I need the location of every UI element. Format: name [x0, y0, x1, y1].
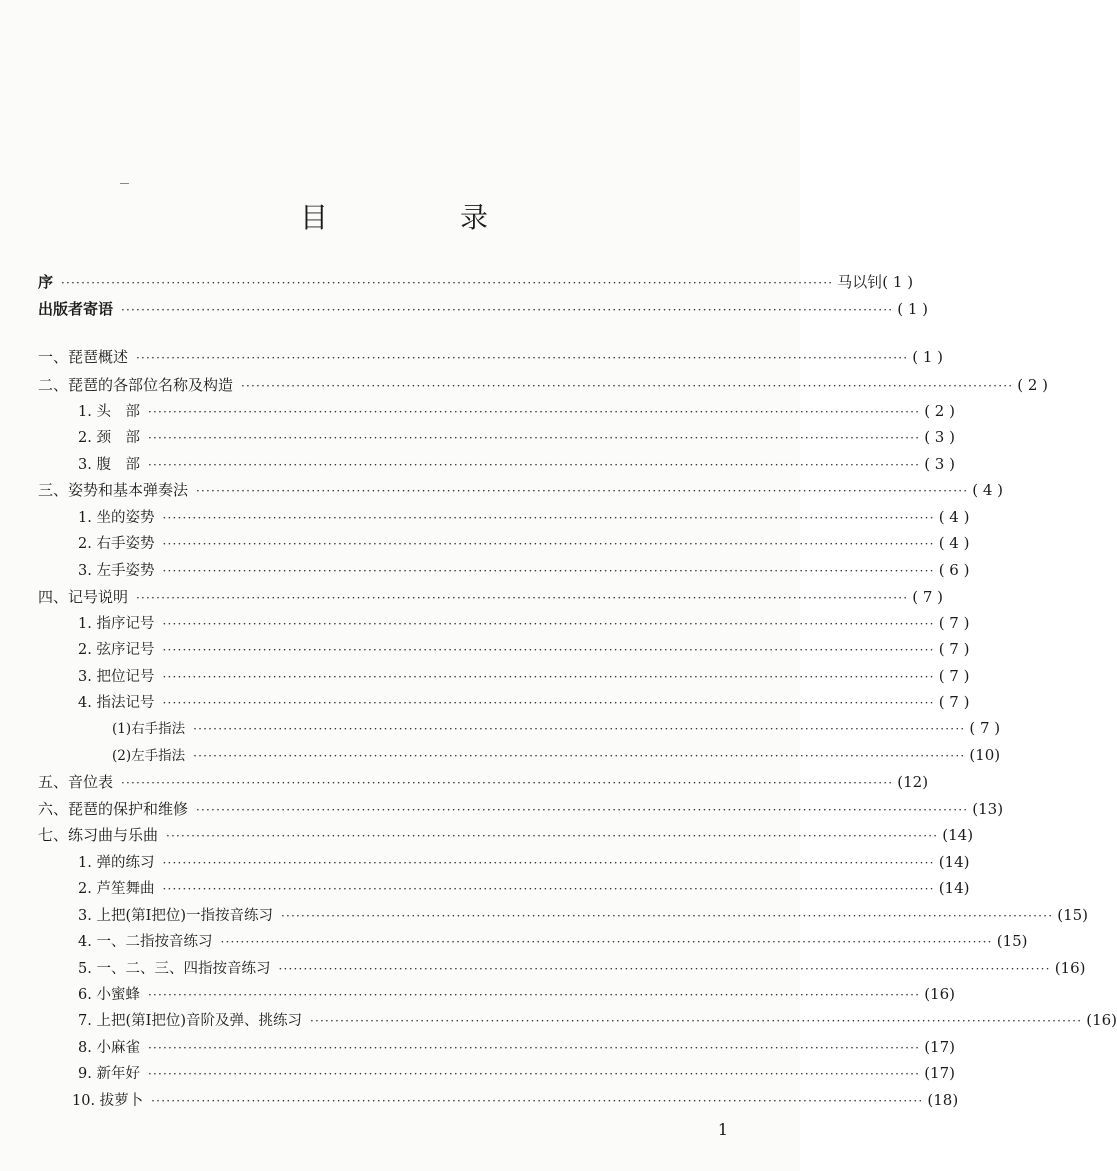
- toc-entry-page: (17): [924, 1038, 955, 1056]
- toc-leader-dots: ··························································································································································: [147, 458, 921, 472]
- page-title: 目 录: [299, 201, 540, 234]
- toc-entry-page: (15): [996, 932, 1028, 950]
- toc-entry-label: 7. 上把(第Ⅰ把位)音阶及弹、挑练习: [78, 1013, 302, 1029]
- toc-entry-page: (14): [942, 826, 974, 844]
- toc-entry-4-4-1[interactable]: [112, 717, 1001, 739]
- toc-entry-label: 六、琵琶的保护和维修: [38, 800, 189, 818]
- toc-entry-page: ( 7 ): [912, 588, 944, 606]
- toc-leader-dots: ··························································································································································: [162, 670, 935, 684]
- toc-entry-chapter-7[interactable]: [38, 824, 974, 846]
- toc-leader-dots: ··························································································································································: [61, 276, 834, 290]
- toc-entry-page: ( 7 ): [938, 693, 970, 711]
- toc-leader-dots: ··························································································································································: [147, 1067, 921, 1081]
- toc-entry-label: 5. 一、二、三、四指按音练习: [78, 961, 271, 977]
- toc-entry-label: 3. 左手姿势: [78, 563, 155, 579]
- toc-entry-page: (14): [938, 853, 970, 871]
- toc-leader-dots: ··························································································································································: [241, 379, 1014, 393]
- toc-entry-label: 2. 颈 部: [78, 430, 140, 446]
- toc-entry-label: 1. 头 部: [78, 404, 140, 420]
- toc-entry-label: 3. 把位记号: [78, 669, 155, 685]
- toc-entry-page: ( 1 ): [912, 348, 944, 366]
- toc-leader-dots: ··························································································································································: [278, 962, 1051, 976]
- toc-entry-chapter-5[interactable]: [38, 771, 929, 793]
- toc-entry-page: (12): [897, 773, 929, 791]
- toc-leader-dots: ··························································································································································: [147, 405, 921, 419]
- toc-entry-2-3[interactable]: [78, 453, 955, 475]
- toc-leader-dots: ··························································································································································: [162, 643, 935, 657]
- toc-entry-page: ( 7 ): [969, 719, 1001, 737]
- toc-entry-page: (14): [938, 879, 970, 897]
- toc-leader-dots: ··························································································································································: [136, 591, 909, 605]
- toc-leader-dots: ··························································································································································: [162, 564, 935, 578]
- toc-leader-dots: ··························································································································································: [162, 696, 935, 710]
- toc-leader-dots: ··························································································································································: [162, 856, 935, 870]
- toc-entry-4-2[interactable]: [78, 638, 970, 660]
- toc-entry-label: 8. 小麻雀: [78, 1040, 140, 1056]
- toc-leader-dots: ··························································································································································: [196, 803, 969, 817]
- toc-entry-4-4-2[interactable]: [112, 744, 1001, 766]
- toc-entry-label: 1. 指序记号: [78, 616, 155, 632]
- toc-entry-page: ( 7 ): [938, 667, 970, 685]
- toc-entry-page: ( 2 ): [1017, 376, 1049, 394]
- toc-leader-dots: ··························································································································································: [162, 537, 935, 551]
- toc-entry-label: 1. 弹的练习: [78, 855, 155, 871]
- toc-entry-label: 2. 弦序记号: [78, 642, 155, 658]
- toc-leader-dots: ··························································································································································: [136, 351, 909, 365]
- toc-entry-page: ( 3 ): [924, 428, 955, 446]
- toc-entry-7-4[interactable]: [78, 930, 1028, 952]
- toc-entry-7-5[interactable]: [78, 957, 1086, 979]
- toc-leader-dots: ··························································································································································: [151, 1094, 924, 1108]
- toc-entry-label: (1)右手指法: [112, 721, 186, 737]
- toc-entry-chapter-4[interactable]: [38, 586, 944, 608]
- toc-leader-dots: ··························································································································································: [193, 749, 966, 763]
- toc-leader-dots: ··························································································································································: [147, 1041, 921, 1055]
- toc-entry-page: (17): [924, 1064, 955, 1082]
- toc-entry-page: (15): [1057, 906, 1089, 924]
- toc-entry-label: 3. 腹 部: [78, 457, 140, 473]
- toc-entry-label: 9. 新年好: [78, 1066, 140, 1082]
- toc-entry-7-1[interactable]: [78, 851, 970, 873]
- toc-entry-label: 3. 上把(第Ⅰ把位)一指按音练习: [78, 908, 273, 924]
- toc-entry-7-7[interactable]: [78, 1009, 1117, 1031]
- toc-leader-dots: ··························································································································································: [162, 511, 935, 525]
- toc-leader-dots: ··························································································································································: [162, 882, 935, 896]
- toc-entry-chapter-6[interactable]: [38, 798, 1004, 820]
- toc-entry-page: ( 2 ): [924, 402, 955, 420]
- toc-entry-page: (13): [972, 800, 1004, 818]
- toc-entry-label: 4. 指法记号: [78, 695, 155, 711]
- toc-entry-preface[interactable]: [38, 271, 914, 293]
- toc-entry-label: 一、琵琶概述: [38, 348, 129, 366]
- toc-entry-page: (18): [927, 1091, 959, 1109]
- toc-entry-4-1[interactable]: [78, 612, 970, 634]
- toc-entry-4-3[interactable]: [78, 665, 970, 687]
- toc-entry-7-10[interactable]: [72, 1089, 959, 1111]
- toc-entry-3-1[interactable]: [78, 506, 970, 528]
- toc-leader-dots: ··························································································································································: [147, 431, 921, 445]
- toc-entry-3-3[interactable]: [78, 559, 970, 581]
- toc-entry-page: (16): [1086, 1011, 1117, 1029]
- toc-entry-4-4[interactable]: [78, 691, 970, 713]
- toc-entry-7-6[interactable]: [78, 983, 955, 1005]
- toc-entry-page: ( 7 ): [938, 640, 970, 658]
- toc-leader-dots: ··························································································································································: [121, 303, 894, 317]
- toc-entry-label: 1. 坐的姿势: [78, 510, 155, 526]
- toc-entry-label: (2)左手指法: [112, 748, 186, 764]
- toc-entry-page: (16): [1054, 959, 1086, 977]
- toc-entry-label: 2. 右手姿势: [78, 536, 155, 552]
- toc-entry-label: 四、记号说明: [38, 588, 129, 606]
- toc-entry-3-2[interactable]: [78, 532, 970, 554]
- toc-leader-dots: ··························································································································································: [196, 484, 969, 498]
- toc-entry-label: 七、练习曲与乐曲: [38, 826, 159, 844]
- toc-leader-dots: ··························································································································································: [166, 829, 939, 843]
- toc-leader-dots: ··························································································································································: [162, 617, 935, 631]
- toc-entry-label: 4. 一、二指按音练习: [78, 934, 213, 950]
- toc-entry-page: (16): [924, 985, 955, 1003]
- toc-entry-chapter-3[interactable]: [38, 479, 1004, 501]
- toc-entry-label: 6. 小蜜蜂: [78, 987, 140, 1003]
- toc-entry-7-8[interactable]: [78, 1036, 955, 1058]
- toc-entry-page: ( 6 ): [938, 561, 970, 579]
- toc-entry-label: 五、音位表: [38, 773, 114, 791]
- toc-entry-7-9[interactable]: [78, 1062, 955, 1084]
- toc-entry-page: ( 1 ): [882, 273, 914, 291]
- toc-entry-page: ( 4 ): [938, 508, 970, 526]
- toc-entry-page: ( 4 ): [972, 481, 1004, 499]
- toc-entry-label: 10. 拔萝卜: [72, 1093, 144, 1109]
- toc-entry-7-3[interactable]: [78, 904, 1089, 926]
- toc-leader-dots: ··························································································································································: [121, 776, 894, 790]
- toc-entry-label: 三、姿势和基本弹奏法: [38, 481, 189, 499]
- toc-entry-chapter-1[interactable]: [38, 346, 944, 368]
- toc-entry-label: 2. 芦笙舞曲: [78, 881, 155, 897]
- page-number: 1: [717, 1120, 728, 1139]
- toc-entry-2-1[interactable]: [78, 400, 955, 422]
- toc-entry-label: 出版者寄语: [38, 300, 114, 318]
- toc-entry-label: 二、琵琶的各部位名称及构造: [38, 376, 234, 394]
- toc-entry-chapter-2[interactable]: [38, 374, 1049, 396]
- toc-entry-label: 序: [38, 273, 54, 291]
- toc-leader-dots: ··························································································································································: [280, 909, 1054, 923]
- toc-entry-author: 马以钊: [837, 273, 883, 291]
- toc-entry-page: ( 4 ): [938, 534, 970, 552]
- toc-entry-publisher-note[interactable]: [38, 298, 929, 320]
- toc-entry-page: ( 3 ): [924, 455, 955, 473]
- toc-leader-dots: ··························································································································································: [220, 935, 993, 949]
- toc-leader-dots: ··························································································································································: [193, 722, 966, 736]
- toc-entry-page: ( 1 ): [897, 300, 929, 318]
- toc-entry-page: ( 7 ): [938, 614, 970, 632]
- toc-leader-dots: ··························································································································································: [309, 1014, 1083, 1028]
- toc-leader-dots: ··························································································································································: [147, 988, 921, 1002]
- toc-entry-page: (10): [969, 746, 1001, 764]
- toc-entry-2-2[interactable]: [78, 426, 955, 448]
- toc-entry-7-2[interactable]: [78, 877, 970, 899]
